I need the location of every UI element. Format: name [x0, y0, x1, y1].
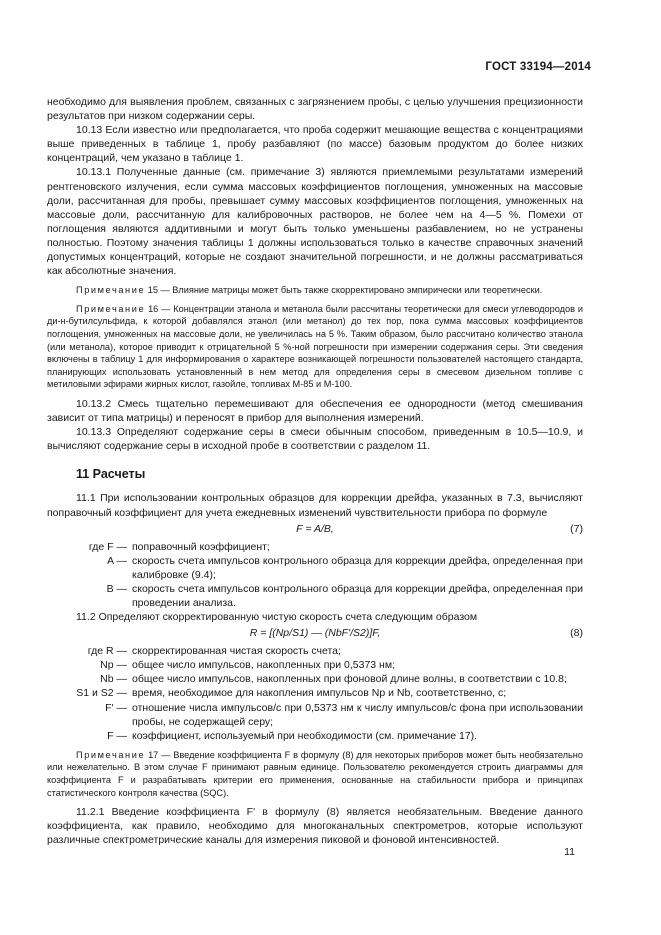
definition-desc: отношение числа импульсов/с при 0,5373 нм к числу импульсов/с фона при использовании пробы, не содержащей серу; — [132, 701, 583, 728]
paragraph-11-2-1: 11.2.1 Введение коэффициента F' в формулу (8) является необязательным. Введение данного коэффициента, как правило, необходимо для многоканальных спектрометров, которые используют различные спектрометрические каналы для измерения пиковой и фоновой интенсивностей. — [47, 806, 583, 847]
definition-term: F — — [107, 729, 127, 742]
standard-header: ГОСТ 33194—2014 — [485, 61, 591, 73]
note-text: 15 — Влияние матрицы может быть также скорректировано эмпирически или теоретически. — [145, 285, 543, 296]
note-17 — [47, 749, 583, 799]
paragraph-11-1: 11.1 При использовании контрольных образцов для коррекции дрейфа, указанных в 7.3, вычисляют поправочный коэффициент для учета ежедневных изменений чувствительности прибора по формуле — [47, 492, 583, 519]
definition-row — [47, 540, 583, 554]
formula-expression: R = [(Np/S1) — (NbF'/S2)]F, — [249, 627, 381, 640]
paragraph-11-2: 11.2 Определяют скорректированную чистую скорость счета следующим образом — [76, 611, 478, 624]
formula-8 — [47, 626, 583, 642]
definition-term: где F — — [88, 540, 127, 553]
definition-row — [47, 554, 583, 582]
note-label: Примечание — [76, 285, 146, 296]
definition-row — [47, 672, 583, 686]
definitions-8 — [47, 644, 583, 743]
definition-term: A — — [107, 554, 127, 567]
intro-paragraph: необходимо для выявления проблем, связанных с загрязнением пробы, с целью улучшения прецизионности результатов при низком содержании серы. — [47, 96, 583, 123]
note-label: Примечание — [76, 749, 146, 760]
definitions-7 — [47, 540, 583, 610]
formula-expression: F = A/B, — [296, 522, 334, 535]
definition-desc: время, необходимое для накопления импульсов Np и Nb, соответственно, с; — [132, 687, 507, 700]
paragraph-10-13: 10.13 Если известно или предполагается, что проба содержит мешающие вещества с концентрациями выше приведенных в таблице 1, пробу разбавляют (по массе) базовым продуктом до более низких концентраций, чем указано в таблице 1. — [47, 124, 583, 165]
definition-desc: скорость счета импульсов контрольного образца для коррекции дрейфа, определенная при проведении анализа. — [132, 582, 583, 609]
definition-term: F' — — [105, 701, 127, 714]
note-16 — [47, 303, 583, 391]
note-text: 17 — Введение коэффициента F в формулу (8) для некоторых приборов может быть необязательно или нежелательно. В этом случае F принимают равным единице. Пользователю рекомендуется строить диаграммы для коэффициента F и разрабатывать критерии его применения, основанные на стабильности прибора и принципах статистического контроля качества (SQC). — [47, 749, 583, 798]
note-label: Примечание — [76, 303, 146, 314]
page-number: 11 — [564, 846, 575, 858]
definition-desc: общее число импульсов, накопленных при фоновой длине волны, в соответствии с 10.8; — [132, 673, 567, 686]
definition-row — [47, 729, 583, 743]
note-text: 16 — Концентрации этанола и метанола были рассчитаны теоретически для смеси углеводородов и ди-н-бутилсульфида, к которой добавлялся этанол (или метанол) до тех пор, пока сумма массовых коэффициентов поглощения, умноженных на массовые доли, не увеличилась на 5 %. Таким образом, было рассчитано количество этанола (или метанола), которое приводит к отрицательной 5 %-ной погрешности при измерении содержания серы. Эти сведения включены в таблицу 1 для информирования о характере возникающей погрешности пользователей настоящего стандарта, планирующих использовать установленный в нем метод для определения серы в смесевом дизельном топливе с метиловыми эфирами жирных кислот, газойле, топливах М-85 и М-100. — [47, 303, 583, 390]
definition-row — [47, 686, 583, 700]
note-15 — [47, 284, 583, 297]
definition-row — [47, 701, 583, 729]
definition-row — [47, 644, 583, 658]
formula-number: (8) — [570, 627, 583, 640]
formula-number: (7) — [570, 522, 583, 535]
definition-desc: скорость счета импульсов контрольного образца для коррекции дрейфа, определенная при калибровке (9.4); — [132, 554, 583, 581]
definition-term: Nb — — [100, 673, 127, 686]
paragraph-10-13-2: 10.13.2 Смесь тщательно перемешивают для обеспечения ее однородности (метод смешивания зависит от типа матрицы) и переносят в прибор для выполнения измерений. — [47, 397, 583, 425]
formula-7 — [47, 522, 583, 538]
definition-desc: общее число импульсов, накопленных при 0,5373 нм; — [132, 659, 395, 672]
section-heading: 11 Расчеты — [76, 467, 146, 482]
definition-term: S1 и S2 — — [76, 687, 127, 700]
document-body — [47, 95, 583, 848]
definition-desc: поправочный коэффициент; — [132, 540, 270, 553]
paragraph-10-13-3: 10.13.3 Определяют содержание серы в смеси обычным способом, приведенным в 10.5—10.9, и вычисляют содержание серы в исходной пробе в соответствии с разделом 11. — [47, 426, 583, 453]
definition-desc: коэффициент, используемый при необходимости (см. примечание 17). — [132, 729, 478, 742]
paragraph-10-13-1: 10.13.1 Полученные данные (см. примечание 3) являются приемлемыми результатами измерений рентгеновского излучения, если сумма массовых коэффициентов поглощения, умноженных на массовые доли, рассчитанная для пробы, превышает сумму массовых коэффициентов поглощения, умноженных на массовые доли, рассчитанную для калибровочных растворов, не более чем на 4—5 %. Помехи от поглощения являются аддитивными и могут быть только уменьшены разбавлением, но не устранены полностью. Поэтому значения таблицы 1 должны использоваться только в качестве справочных значений допустимых концентраций, которые не создают значительной погрешности, и не должны рассматриваться как абсолютные значения. — [47, 166, 583, 278]
definition-row — [47, 582, 583, 610]
definition-term: где R — — [87, 645, 127, 658]
definition-term: Np — — [100, 659, 127, 672]
definition-desc: скорректированная чистая скорость счета; — [132, 645, 341, 658]
definition-row — [47, 658, 583, 672]
definition-term: B — — [106, 582, 127, 595]
